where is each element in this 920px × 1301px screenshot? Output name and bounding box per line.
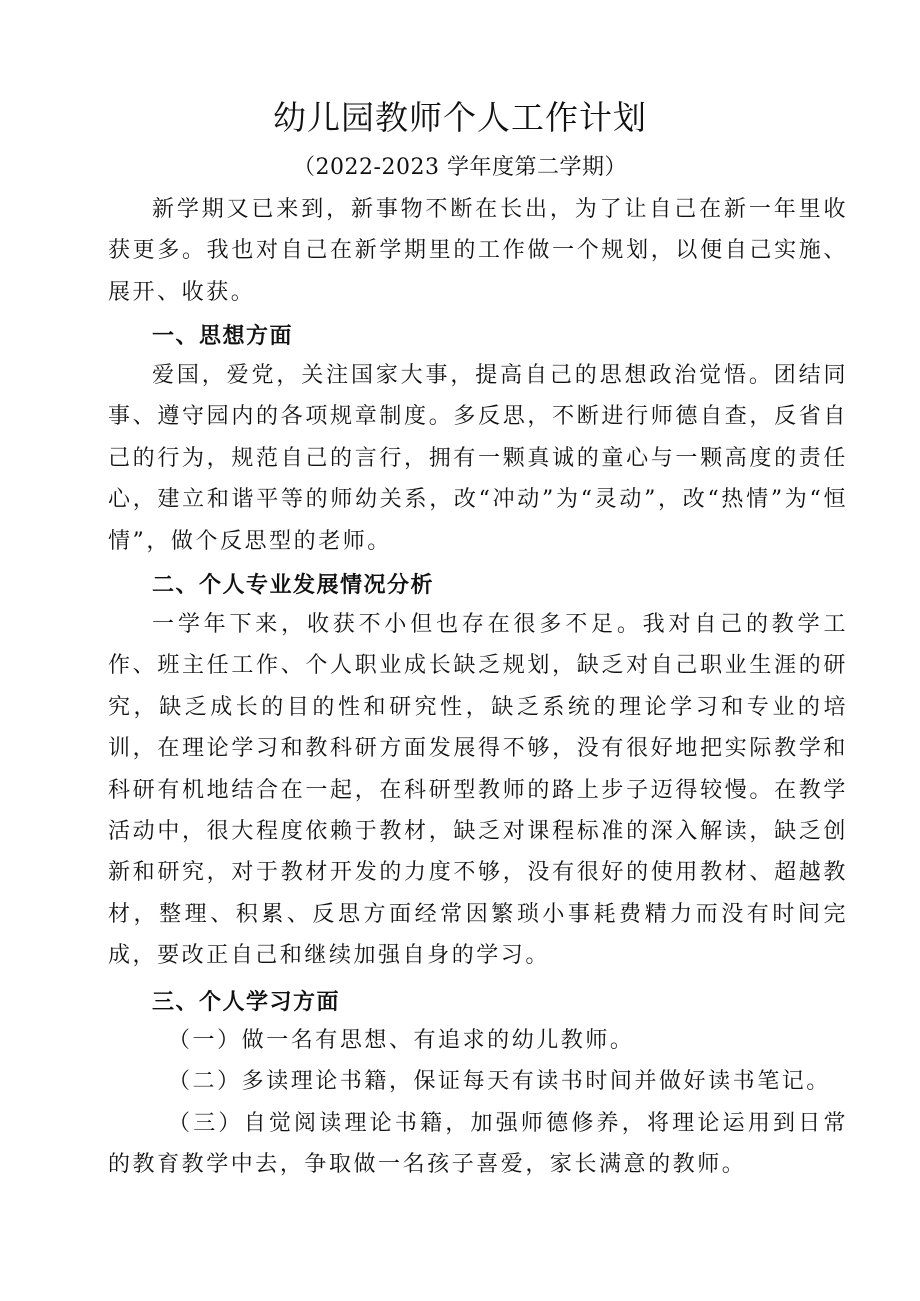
intro-paragraph: 新学期又已来到，新事物不断在长出，为了让自己在新一年里收获更多。我也对自己在新学期里的工作做一个规划，以便自己实施、展开、收获。 [108, 197, 848, 305]
document-subtitle: （2022-2023 学年度第二学期） [293, 155, 627, 180]
section-heading-professional: 二、个人专业发展情况分析 [152, 573, 435, 598]
section-heading-learning: 三、个人学习方面 [152, 990, 341, 1015]
section-body-thought: 爱国，爱党，关注国家大事，提高自己的思想政治觉悟。团结同事、遵守园内的各项规章制度。多反思，不断进行师德自查，反省自己的行为，规范自己的言行，拥有一颗真诚的童心与一颗高度的责任心，建立和谐平等的师幼关系，改“冲动”为“灵动”，改“热情”为“恒情”，做个反思型的老师。 [108, 363, 848, 554]
document-title: 幼儿园教师个人工作计划 [273, 98, 647, 137]
learning-item-2: （二）多读理论书籍，保证每天有读书时间并做好读书笔记。 [168, 1069, 831, 1094]
learning-item-3: （三）自觉阅读理论书籍，加强师德修养，将理论运用到日常的教育教学中去，争取做一名孩子喜爱，家长满意的教师。 [108, 1111, 848, 1178]
section-heading-thought: 一、思想方面 [152, 324, 294, 349]
section-body-professional: 一学年下来，收获不小但也存在很多不足。我对自己的教学工作、班主任工作、个人职业成长缺乏规划，缺乏对自己职业生涯的研究，缺乏成长的目的性和研究性，缺乏系统的理论学习和专业的培训，在理论学习和教科研方面发展得不够，没有很好地把实际教学和科研有机地结合在一起，在科研型教师的路上步子迈得较慢。在教学活动中，很大程度依赖于教材，缺乏对课程标准的深入解读，缺乏创新和研究，对于教材开发的力度不够，没有很好的使用教材、超越教材，整理、积累、反思方面经常因繁琐小事耗费精力而没有时间完成，要改正自己和继续加强自身的学习。 [108, 612, 848, 969]
learning-item-1: （一）做一名有思想、有追求的幼儿教师。 [168, 1028, 635, 1053]
